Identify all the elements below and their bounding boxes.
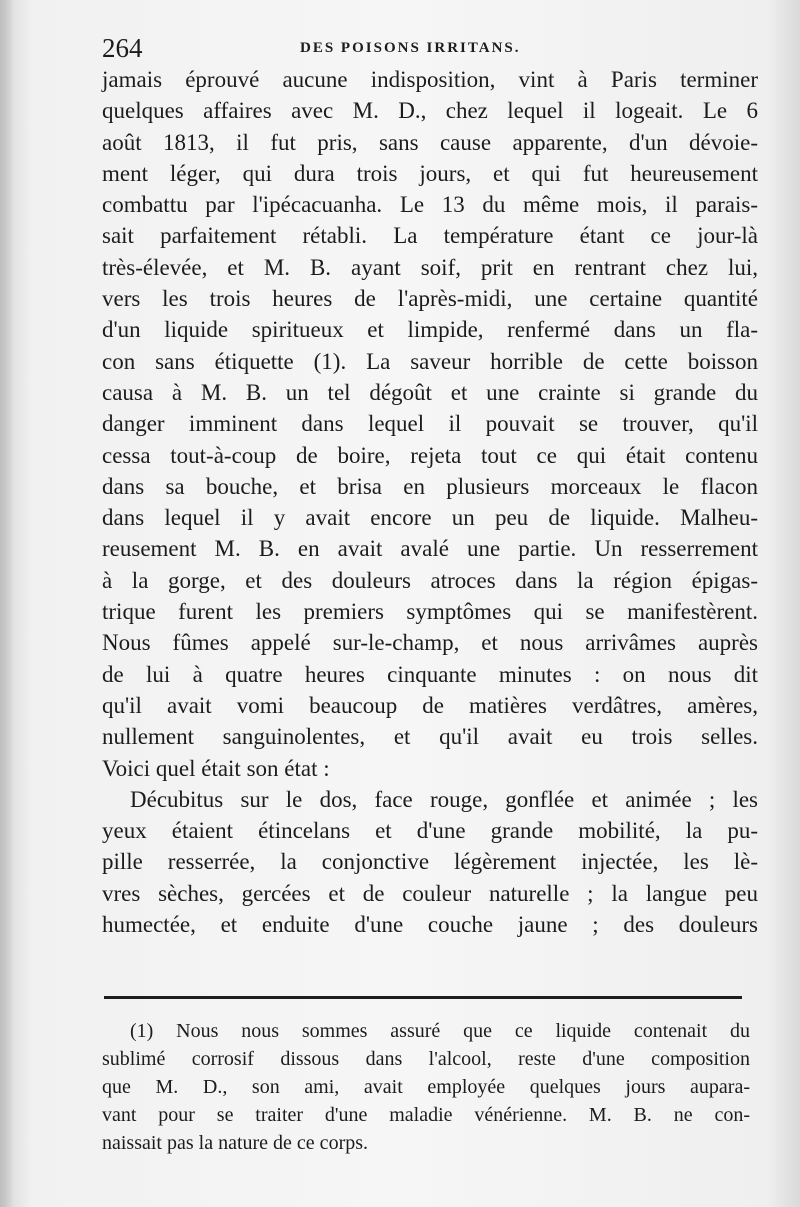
text-line: reusement M. B. en avait avalé une partie. Un resserrement	[102, 536, 758, 562]
text-line: sait parfaitement rétabli. La température étant ce jour-là	[102, 223, 758, 249]
text-line: trique furent les premiers symptômes qui se manifestèrent.	[102, 599, 758, 625]
text-line: nullement sanguinolentes, et qu'il avait eu trois selles.	[102, 724, 758, 750]
text-line: pille resserrée, la conjonctive légèrement injectée, les lè-	[102, 849, 758, 875]
footnote	[102, 1017, 750, 1157]
text-line: ment léger, qui dura trois jours, et qui fut heureusement	[102, 160, 758, 186]
text-line: dans sa bouche, et brisa en plusieurs morceaux le flacon	[102, 473, 758, 499]
text-line: à la gorge, et des douleurs atroces dans la région épigas-	[102, 567, 758, 593]
page-number: 264	[102, 33, 143, 63]
text-line: très-élevée, et M. B. ayant soif, prit en rentrant chez lui,	[102, 254, 758, 280]
footnote-divider	[104, 996, 742, 999]
text-line: d'un liquide spiritueux et limpide, renfermé dans un fla-	[102, 317, 758, 343]
footnote-line: que M. D., son ami, avait employée quelques jours aupara-	[102, 1076, 750, 1098]
text-line: causa à M. B. un tel dégoût et une crainte si grande du	[102, 379, 758, 405]
text-line: dans lequel il y avait encore un peu de liquide. Malheu-	[102, 505, 758, 531]
text-line: yeux étaient étincelans et d'une grande mobilité, la pu-	[102, 818, 758, 844]
text-line: Nous fûmes appelé sur-le-champ, et nous arrivâmes auprès	[102, 630, 758, 656]
footnote-line: sublimé corrosif dissous dans l'alcool, reste d'une composition	[102, 1048, 750, 1070]
text-line: humectée, et enduite d'une couche jaune ; des douleurs	[102, 912, 758, 938]
text-line: Décubitus sur le dos, face rouge, gonflée et animée ; les	[130, 786, 758, 812]
text-line: août 1813, il fut pris, sans cause apparente, d'un dévoie-	[102, 129, 758, 155]
text-line: vres sèches, gercées et de couleur naturelle ; la langue peu	[102, 880, 758, 906]
running-head: DES POISONS IRRITANS.	[300, 40, 521, 56]
text-line: danger imminent dans lequel il pouvait se trouver, qu'il	[102, 411, 758, 437]
text-line: quelques affaires avec M. D., chez lequel il logeait. Le 6	[102, 98, 758, 124]
page-header	[102, 30, 758, 66]
text-line: vers les trois heures de l'après-midi, une certaine quantité	[102, 286, 758, 312]
text-line: de lui à quatre heures cinquante minutes : on nous dit	[102, 661, 758, 687]
footnote-line: vant pour se traiter d'une maladie vénérienne. M. B. ne con-	[102, 1104, 750, 1126]
footnote-line: naissait pas la nature de ce corps.	[102, 1132, 369, 1154]
text-line: cessa tout-à-coup de boire, rejeta tout ce qui était contenu	[102, 442, 758, 468]
text-line: Voici quel était son état :	[102, 755, 330, 781]
text-line: con sans étiquette (1). La saveur horrible de cette boisson	[102, 348, 758, 374]
footnote-line: (1) Nous nous sommes assuré que ce liquide contenait du	[130, 1020, 750, 1042]
text-line: combattu par l'ipécacuanha. Le 13 du même mois, il parais-	[102, 192, 758, 218]
text-line: jamais éprouvé aucune indisposition, vint à Paris terminer	[102, 67, 758, 92]
body-text	[102, 64, 758, 940]
text-line: qu'il avait vomi beaucoup de matières verdâtres, amères,	[102, 692, 758, 718]
